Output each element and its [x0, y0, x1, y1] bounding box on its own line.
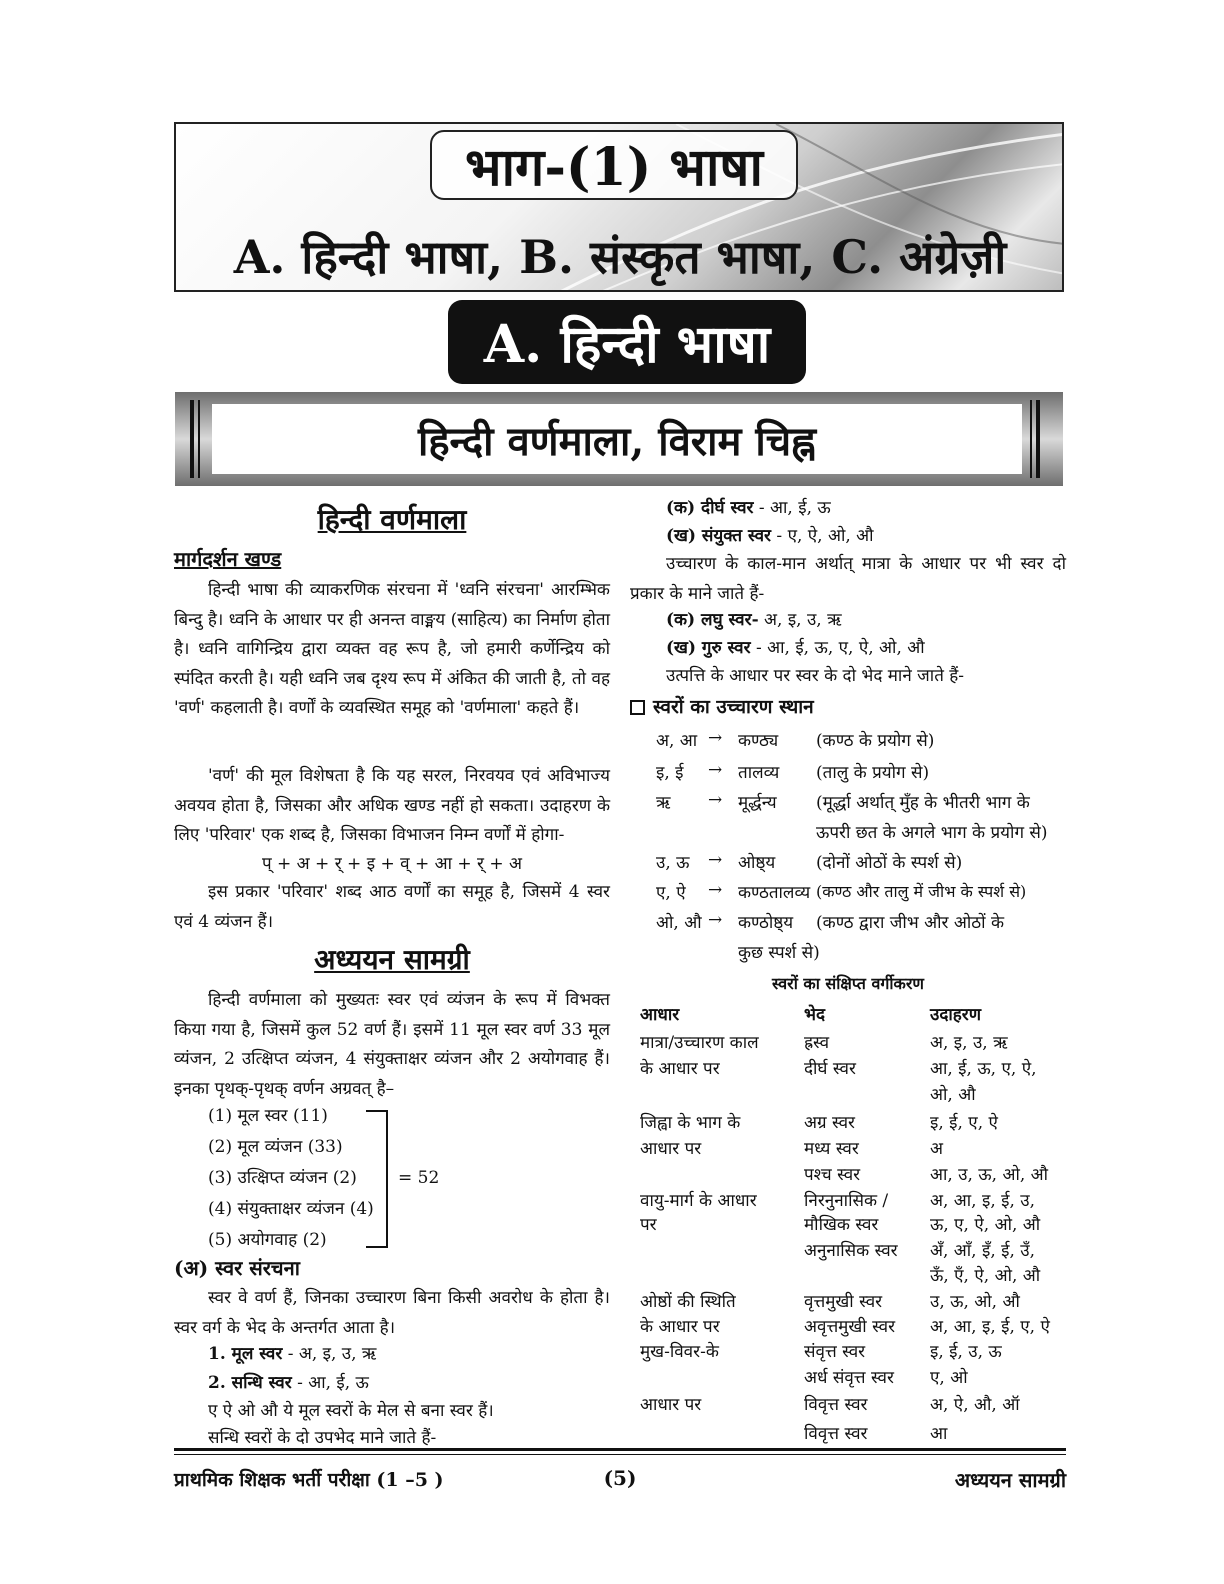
table-cell: अ: [930, 1139, 943, 1159]
item-1: [208, 1340, 376, 1370]
table-cell: उ, ऊ, ओ, औ: [930, 1292, 1020, 1312]
table-cell: ओष्ठों की स्थिति: [640, 1292, 736, 1312]
table-cell: इ, ई, उ, ऊ: [930, 1342, 1002, 1362]
list-item: (1) मूल स्वर (11): [208, 1106, 328, 1126]
dirgha-text: - आ, ई, ऊ: [753, 498, 831, 518]
footer-rule: [174, 1454, 1066, 1455]
guidance-heading: मार्गदर्शन खण्ड: [174, 547, 282, 571]
table-cell: ऊँ, एँ, ऐ, ओ, औ: [930, 1266, 1041, 1286]
paragraph-4: हिन्दी वर्णमाला को मुख्यतः स्वर एवं व्यंजन के रूप में विभक्त किया गया है, जिसमें कुल 52 वर्ण हैं। इसमें 11 मूल स्वर वर्ण 33 मूल व्यंजन, 2 उत्क्षिप्त व्यंजन, 4 संयुक्ताक्षर व्यंजन और 2 अयोगवाह हैं। इनका पृथक्-पृथक् वर्णन अग्रवत् है–: [174, 990, 610, 1099]
sanyukt-text: - ए, ऐ, ओ, औ: [771, 526, 874, 546]
arrow-icon: →: [708, 790, 723, 810]
sanyukt-line: [666, 522, 874, 552]
vowel-heading: (अ) स्वर संरचना: [174, 1256, 300, 1280]
table-cell: अवृत्तमुखी स्वर: [804, 1317, 896, 1337]
place-vowels: अ, आ: [656, 731, 698, 751]
item-2-label: 2. सन्धि स्वर: [208, 1373, 292, 1393]
table-cell: वृत्तमुखी स्वर: [804, 1292, 883, 1312]
table-cell: इ, ई, ए, ऐ: [930, 1113, 998, 1133]
table-cell: मौखिक स्वर: [804, 1215, 879, 1235]
table-cell: ए, ओ: [930, 1368, 968, 1388]
table-cell: आधार पर: [640, 1395, 702, 1415]
place-name: तालव्य: [738, 763, 780, 783]
list-item: (4) संयुक्ताक्षर व्यंजन (4): [208, 1199, 374, 1219]
item-1-text: - अ, इ, उ, ऋ: [282, 1344, 377, 1364]
table-cell: संवृत्त स्वर: [804, 1342, 866, 1362]
place-name: कण्ठ्य: [738, 731, 779, 751]
place-vowels: ओ, औ: [656, 913, 702, 933]
table-header: भेद: [804, 1005, 825, 1025]
item-1-label: 1. मूल स्वर: [208, 1344, 283, 1364]
arrow-icon: →: [708, 728, 723, 748]
table-cell: अ, इ, उ, ऋ: [930, 1033, 1008, 1053]
guru-label: (ख) गुरु स्वर: [666, 638, 751, 658]
list-item: (5) अयोगवाह (2): [208, 1230, 327, 1250]
arrow-icon: →: [708, 760, 723, 780]
table-cell: अँ, आँ, इँ, ई, उँ,: [930, 1241, 1036, 1261]
table-cell: मध्य स्वर: [804, 1139, 859, 1159]
table-cell: दीर्घ स्वर: [804, 1059, 856, 1079]
place-name: कण्ठतालव्य: [738, 883, 811, 903]
part-title: भाग-(1) भाषा: [430, 130, 798, 200]
place-vowels: इ, ई: [656, 763, 684, 783]
item-2: [208, 1369, 369, 1399]
right-paragraph-2: उत्पत्ति के आधार पर स्वर के दो भेद माने जाते हैं-: [666, 666, 965, 686]
table-cell: आधार पर: [640, 1139, 702, 1159]
chapter-title: हिन्दी वर्णमाला, विराम चिह्न: [212, 404, 1022, 474]
table-cell: पर: [640, 1215, 657, 1235]
table-title: स्वरों का संक्षिप्त वर्गीकरण: [772, 974, 924, 993]
table-cell: आ, उ, ऊ, ओ, औ: [930, 1165, 1049, 1185]
paragraph-3: इस प्रकार 'परिवार' शब्द आठ वर्णों का समूह है, जिसमें 4 स्वर एवं 4 व्यंजन हैं।: [174, 882, 610, 932]
table-cell: ऊ, ए, ऐ, ओ, औ: [930, 1215, 1041, 1235]
guru-line: [666, 634, 925, 664]
left-heading: हिन्दी वर्णमाला: [317, 503, 467, 536]
place-desc-cont: कुछ स्पर्श से): [738, 943, 820, 963]
paragraph-2: 'वर्ण' की मूल विशेषता है कि यह सरल, निरवयव एवं अविभाज्य अवयव होता है, जिसका और अधिक खण्ड नहीं हो सकता। उदाहरण के लिए 'परिवार' एक शब्द है, जिसका विभाजन निम्न वर्णों में होगा-: [174, 766, 610, 845]
place-desc: (कण्ठ द्वारा जीभ और ओठों के: [816, 913, 1005, 933]
place-vowels: ए, ऐ: [656, 883, 686, 903]
arrow-icon: →: [708, 880, 723, 900]
footer-exam-name: प्राथमिक शिक्षक भर्ती परीक्षा (1 –5 ): [174, 1469, 444, 1491]
list-item: (2) मूल व्यंजन (33): [208, 1137, 343, 1157]
paragraph-1: हिन्दी भाषा की व्याकरणिक संरचना में 'ध्वनि संरचना' आरम्भिक बिन्दु है। ध्वनि के आधार पर ही अनन्त वाङ्मय (साहित्य) का निर्माण होता है। ध्वनि वागिन्द्रिय द्वारा व्यक्त वह रूप है, जो हमारी कर्णेन्द्रिय को स्पंदित करती है। यही ध्वनि जब दृश्य रूप में अंकित की जाती है, तो वह 'वर्ण' कहलाती है। वर्णों के व्यवस्थित समूह को 'वर्णमाला' कहते हैं।: [174, 580, 610, 718]
equation: प् + अ + र् + इ + व् + आ + र् + अ: [261, 854, 523, 874]
table-cell: के आधार पर: [640, 1059, 720, 1079]
table-cell: वायु-मार्ग के आधार: [640, 1191, 757, 1211]
footer-section: अध्ययन सामग्री: [954, 1468, 1066, 1492]
table-cell: विवृत्त स्वर: [804, 1395, 868, 1415]
table-header: आधार: [640, 1005, 680, 1025]
table-cell: अग्र स्वर: [804, 1113, 855, 1133]
place-name: मूर्द्धन्य: [738, 793, 777, 813]
table-cell: मुख-विवर-के: [640, 1342, 719, 1362]
laghu-line: [666, 606, 842, 636]
line-b: सन्धि स्वरों के दो उपभेद माने जाते हैं-: [208, 1428, 437, 1448]
dirgha-label: (क) दीर्घ स्वर: [666, 498, 754, 518]
table-cell: आ, ई, ऊ, ए, ऐ,: [930, 1059, 1037, 1079]
table-cell: मात्रा/उच्चारण काल: [640, 1033, 759, 1053]
bar-decor-line: [1030, 400, 1032, 478]
list-bracket: [366, 1110, 388, 1248]
table-cell: अ, आ, इ, ई, उ,: [930, 1191, 1036, 1211]
line-a: ए ऐ ओ औ ये मूल स्वरों के मेल से बना स्वर हैं।: [208, 1401, 494, 1421]
place-name: ओष्ठ्य: [738, 853, 776, 873]
section-pill: A. हिन्दी भाषा: [448, 300, 806, 384]
table-cell: अ, ऐ, औ, ऑ: [930, 1395, 1020, 1415]
table-cell: विवृत्त स्वर: [804, 1424, 868, 1444]
bar-decor-line: [198, 400, 200, 478]
table-cell: अर्ध संवृत्त स्वर: [804, 1368, 894, 1388]
page-number: (5): [603, 1466, 637, 1490]
place-desc-cont: ऊपरी छत के अगले भाग के प्रयोग से): [816, 823, 1048, 843]
laghu-label: (क) लघु स्वर-: [666, 610, 759, 630]
place-desc: (मूर्द्धा अर्थात् मुँह के भीतरी भाग के: [816, 793, 1030, 813]
place-vowels: ऋ: [656, 793, 671, 813]
place-desc: (कण्ठ के प्रयोग से): [816, 731, 935, 751]
list-item: (3) उत्क्षिप्त व्यंजन (2): [208, 1168, 357, 1188]
paragraph-5: स्वर वे वर्ण हैं, जिनका उच्चारण बिना किसी अवरोध के होता है। स्वर वर्ग के भेद के अन्तर्गत आता है।: [174, 1288, 610, 1338]
guru-text: - आ, ई, ऊ, ए, ऐ, ओ, औ: [750, 638, 925, 658]
item-2-text: - आ, ई, ऊ: [291, 1373, 369, 1393]
sanyukt-label: (ख) संयुक्त स्वर: [666, 526, 772, 546]
laghu-text: अ, इ, उ, ऋ: [758, 610, 842, 630]
footer-rule: [174, 1448, 1066, 1451]
places-heading: स्वरों का उच्चारण स्थान: [653, 696, 814, 718]
place-desc: (कण्ठ और तालु में जीभ के स्पर्श से): [816, 882, 1027, 901]
arrow-icon: →: [708, 850, 723, 870]
checkbox-icon: [630, 700, 645, 715]
table-cell: पश्च स्वर: [804, 1165, 861, 1185]
bar-decor-line: [1036, 400, 1040, 478]
place-vowels: उ, ऊ: [656, 853, 690, 873]
place-name: कण्ठोष्ठ्य: [738, 913, 794, 933]
banner-subtitle: A. हिन्दी भाषा, B. संस्कृत भाषा, C. अंग्रेज़ी: [233, 230, 1007, 284]
table-cell: आ: [930, 1424, 948, 1444]
bar-decor-line: [190, 400, 194, 478]
table-cell: अनुनासिक स्वर: [804, 1241, 898, 1261]
table-cell: के आधार पर: [640, 1317, 720, 1337]
table-cell: निरनुनासिक /: [804, 1191, 889, 1211]
table-cell: ह्रस्व: [804, 1033, 830, 1053]
table-cell: ओ, औ: [930, 1085, 976, 1105]
arrow-icon: →: [708, 910, 723, 930]
study-heading: अध्ययन सामग्री: [314, 943, 470, 976]
place-desc: (दोनों ओठों के स्पर्श से): [816, 853, 963, 873]
table-header: उदाहरण: [930, 1005, 982, 1025]
place-desc: (तालु के प्रयोग से): [816, 763, 930, 783]
dirgha-line: [666, 494, 831, 524]
table-cell: अ, आ, इ, ई, ए, ऐ: [930, 1317, 1050, 1337]
table-cell: जिह्वा के भाग के: [640, 1113, 741, 1133]
right-paragraph-1: उच्चारण के काल-मान अर्थात् मात्रा के आधार पर भी स्वर दो प्रकार के माने जाते हैं-: [630, 554, 1066, 604]
places-heading-row: [630, 693, 814, 719]
list-total: = 52: [398, 1168, 440, 1188]
